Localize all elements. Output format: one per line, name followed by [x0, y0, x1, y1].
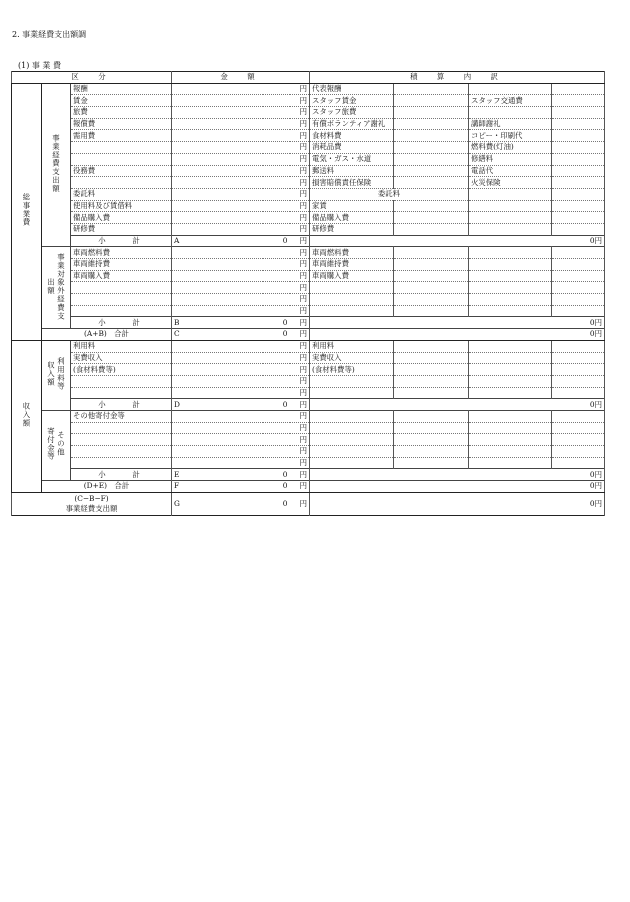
- detail-cell: 家賃: [310, 200, 394, 212]
- table-row: [12, 200, 605, 212]
- yen-unit: 円: [290, 270, 310, 282]
- item-cell: 旅費: [71, 107, 172, 119]
- detail-cell: スタッフ旅費: [310, 107, 394, 119]
- yen-unit: 円: [290, 422, 310, 434]
- yen-unit: 円: [290, 364, 310, 376]
- yen-unit: 円: [290, 153, 310, 165]
- table-row: [12, 118, 605, 130]
- subtotal-row-e: [12, 469, 605, 481]
- detail-cell: 車両燃料費: [310, 247, 394, 259]
- detail-cell: 車両維持費: [310, 259, 394, 271]
- table-row: [12, 212, 605, 224]
- table-row: [12, 83, 605, 95]
- yen-unit: 円: [290, 329, 310, 341]
- final-amount: 0円: [310, 492, 605, 515]
- yen-unit: 円: [290, 469, 310, 481]
- table-row: [12, 294, 605, 306]
- subtotal-row-a: [12, 235, 605, 247]
- final-total-row: [12, 492, 605, 515]
- yen-unit: 円: [290, 492, 310, 515]
- item-cell: [71, 153, 172, 165]
- detail-cell: 車両購入費: [310, 270, 394, 282]
- detail-cell: 利用料: [310, 340, 394, 352]
- table-row: [12, 364, 605, 376]
- detail-cell: 損害賠償責任保険: [310, 177, 394, 189]
- letter-a: A: [172, 235, 263, 247]
- yen-unit: 円: [290, 434, 310, 446]
- letter-d: D: [172, 399, 263, 411]
- table-row: [12, 165, 605, 177]
- letter-b: B: [172, 317, 263, 329]
- amount-value: 0: [263, 399, 290, 411]
- subtotal-amount: 0円: [310, 235, 605, 247]
- group-label-riyoryo: 利用料等 収入額: [42, 340, 71, 410]
- amount-value: 0: [263, 481, 290, 493]
- yen-unit: 円: [290, 235, 310, 247]
- yen-unit: 円: [290, 107, 310, 119]
- yen-unit: 円: [290, 142, 310, 154]
- table-row: [12, 457, 605, 469]
- detail-cell: 火災保険: [469, 177, 552, 189]
- detail-cell: (食材料費等): [310, 364, 394, 376]
- yen-unit: 円: [290, 399, 310, 411]
- detail-cell: [469, 200, 552, 212]
- amount-value: 0: [263, 469, 290, 481]
- expense-table: [11, 71, 605, 516]
- yen-unit: 円: [290, 95, 310, 107]
- section-heading: 2. 事業経費支出額調: [12, 30, 87, 39]
- detail-cell: 食材料費: [310, 130, 394, 142]
- table-row: [12, 130, 605, 142]
- table-row: [12, 446, 605, 458]
- yen-unit: 円: [290, 188, 310, 200]
- total-row-ab: [12, 329, 605, 341]
- yen-unit: 円: [290, 352, 310, 364]
- detail-cell: スタッフ交通費: [469, 95, 552, 107]
- group-label-jigyo-keihi: 事業経費支出額: [42, 83, 71, 247]
- yen-unit: 円: [290, 282, 310, 294]
- table-row: [12, 270, 605, 282]
- table-row: [12, 259, 605, 271]
- item-cell: 報償費: [71, 118, 172, 130]
- yen-unit: 円: [290, 83, 310, 95]
- yen-unit: 円: [290, 177, 310, 189]
- subtotal-row-d: [12, 399, 605, 411]
- letter-e: E: [172, 469, 263, 481]
- group-label-kifu: その他 寄付金等: [42, 410, 71, 480]
- detail-cell: 委託料: [310, 188, 469, 200]
- group-label-shunyu: 収入額: [12, 340, 42, 492]
- yen-unit: 円: [290, 165, 310, 177]
- yen-unit: 円: [290, 294, 310, 306]
- table-row: [12, 153, 605, 165]
- table-header-row: [12, 72, 605, 84]
- subtotal-label: 小 計: [71, 399, 172, 411]
- table-row: [12, 422, 605, 434]
- header-kubun: 区 分: [12, 72, 172, 84]
- yen-unit: 円: [290, 410, 310, 422]
- detail-cell: 代表報酬: [310, 83, 394, 95]
- yen-unit: 円: [290, 130, 310, 142]
- detail-cell: 実費収入: [310, 352, 394, 364]
- detail-cell: 研修費: [310, 223, 394, 235]
- header-kingaku: 金 額: [172, 72, 310, 84]
- amount-value: 0: [263, 235, 290, 247]
- table-row: [12, 95, 605, 107]
- subtotal-label: 小 計: [71, 469, 172, 481]
- yen-unit: 円: [290, 387, 310, 399]
- letter-c: C: [172, 329, 263, 341]
- table-row: [12, 352, 605, 364]
- total-label: (A+B) 合計: [42, 329, 172, 341]
- table-row: [12, 410, 605, 422]
- table-row: [12, 142, 605, 154]
- subsection-heading: (1) 事 業 費: [18, 61, 61, 70]
- detail-cell: [469, 188, 552, 200]
- detail-cell: 郵送料: [310, 165, 394, 177]
- subtotal-amount: 0円: [310, 469, 605, 481]
- item-cell: 報酬: [71, 83, 172, 95]
- detail-cell: [469, 107, 552, 119]
- table-row: [12, 340, 605, 352]
- item-cell: 役務費: [71, 165, 172, 177]
- yen-unit: 円: [290, 317, 310, 329]
- subtotal-amount: 0円: [310, 399, 605, 411]
- table-row: [12, 305, 605, 317]
- table-row: [12, 282, 605, 294]
- item-cell: [71, 177, 172, 189]
- table-row: [12, 107, 605, 119]
- detail-cell: 講師謝礼: [469, 118, 552, 130]
- item-cell: 委託料: [71, 188, 172, 200]
- detail-cell: 燃料費(灯油): [469, 142, 552, 154]
- detail-cell: コピー・印刷代: [469, 130, 552, 142]
- total-amount: 0円: [310, 329, 605, 341]
- table-row: [12, 247, 605, 259]
- amount-value: 0: [263, 492, 290, 515]
- yen-unit: 円: [290, 223, 310, 235]
- yen-unit: 円: [290, 118, 310, 130]
- amount-value: 0: [263, 329, 290, 341]
- item-cell: 備品購入費: [71, 212, 172, 224]
- yen-unit: 円: [290, 375, 310, 387]
- item-cell: 実費収入: [71, 352, 172, 364]
- yen-unit: 円: [290, 340, 310, 352]
- total-label: (D+E) 合計: [42, 481, 172, 493]
- item-cell: 車両購入費: [71, 270, 172, 282]
- subtotal-label: 小 計: [71, 317, 172, 329]
- table-row: [12, 375, 605, 387]
- item-cell: 需用費: [71, 130, 172, 142]
- total-amount: 0円: [310, 481, 605, 493]
- item-cell: 車両維持費: [71, 259, 172, 271]
- group-label-taishogai: 事業対象外経費支 出額: [42, 247, 71, 329]
- final-label: (C−B−F) 事業経費支出額: [12, 492, 172, 515]
- subtotal-row-b: [12, 317, 605, 329]
- item-cell: その他寄付金等: [71, 410, 172, 422]
- detail-cell: 電気・ガス・水道: [310, 153, 394, 165]
- yen-unit: 円: [290, 481, 310, 493]
- yen-unit: 円: [290, 200, 310, 212]
- amount-value: 0: [263, 317, 290, 329]
- yen-unit: 円: [290, 457, 310, 469]
- detail-cell: 有償ボランティア謝礼: [310, 118, 394, 130]
- table-row: [12, 434, 605, 446]
- detail-cell: 電話代: [469, 165, 552, 177]
- table-row: [12, 177, 605, 189]
- yen-unit: 円: [290, 446, 310, 458]
- group-label-soujigyo: 総事業費: [12, 83, 42, 340]
- total-row-de: [12, 481, 605, 493]
- yen-unit: 円: [290, 259, 310, 271]
- detail-cell: [469, 223, 552, 235]
- table-row: [12, 188, 605, 200]
- item-cell: 車両燃料費: [71, 247, 172, 259]
- yen-unit: 円: [290, 212, 310, 224]
- detail-cell: 修繕料: [469, 153, 552, 165]
- item-cell: 利用料: [71, 340, 172, 352]
- item-cell: 賃金: [71, 95, 172, 107]
- yen-unit: 円: [290, 305, 310, 317]
- detail-cell: [469, 212, 552, 224]
- table-row: [12, 223, 605, 235]
- detail-cell: 備品購入費: [310, 212, 394, 224]
- detail-cell: スタッフ賃金: [310, 95, 394, 107]
- detail-cell: [469, 83, 552, 95]
- subtotal-label: 小 計: [71, 235, 172, 247]
- item-cell: [71, 142, 172, 154]
- table-row: [12, 387, 605, 399]
- letter-g: G: [172, 492, 263, 515]
- item-cell: (食材料費等): [71, 364, 172, 376]
- letter-f: F: [172, 481, 263, 493]
- header-sekisan: 積 算 内 訳: [310, 72, 605, 84]
- subtotal-amount: 0円: [310, 317, 605, 329]
- yen-unit: 円: [290, 247, 310, 259]
- item-cell: 研修費: [71, 223, 172, 235]
- detail-cell: 消耗品費: [310, 142, 394, 154]
- item-cell: 使用料及び賃借料: [71, 200, 172, 212]
